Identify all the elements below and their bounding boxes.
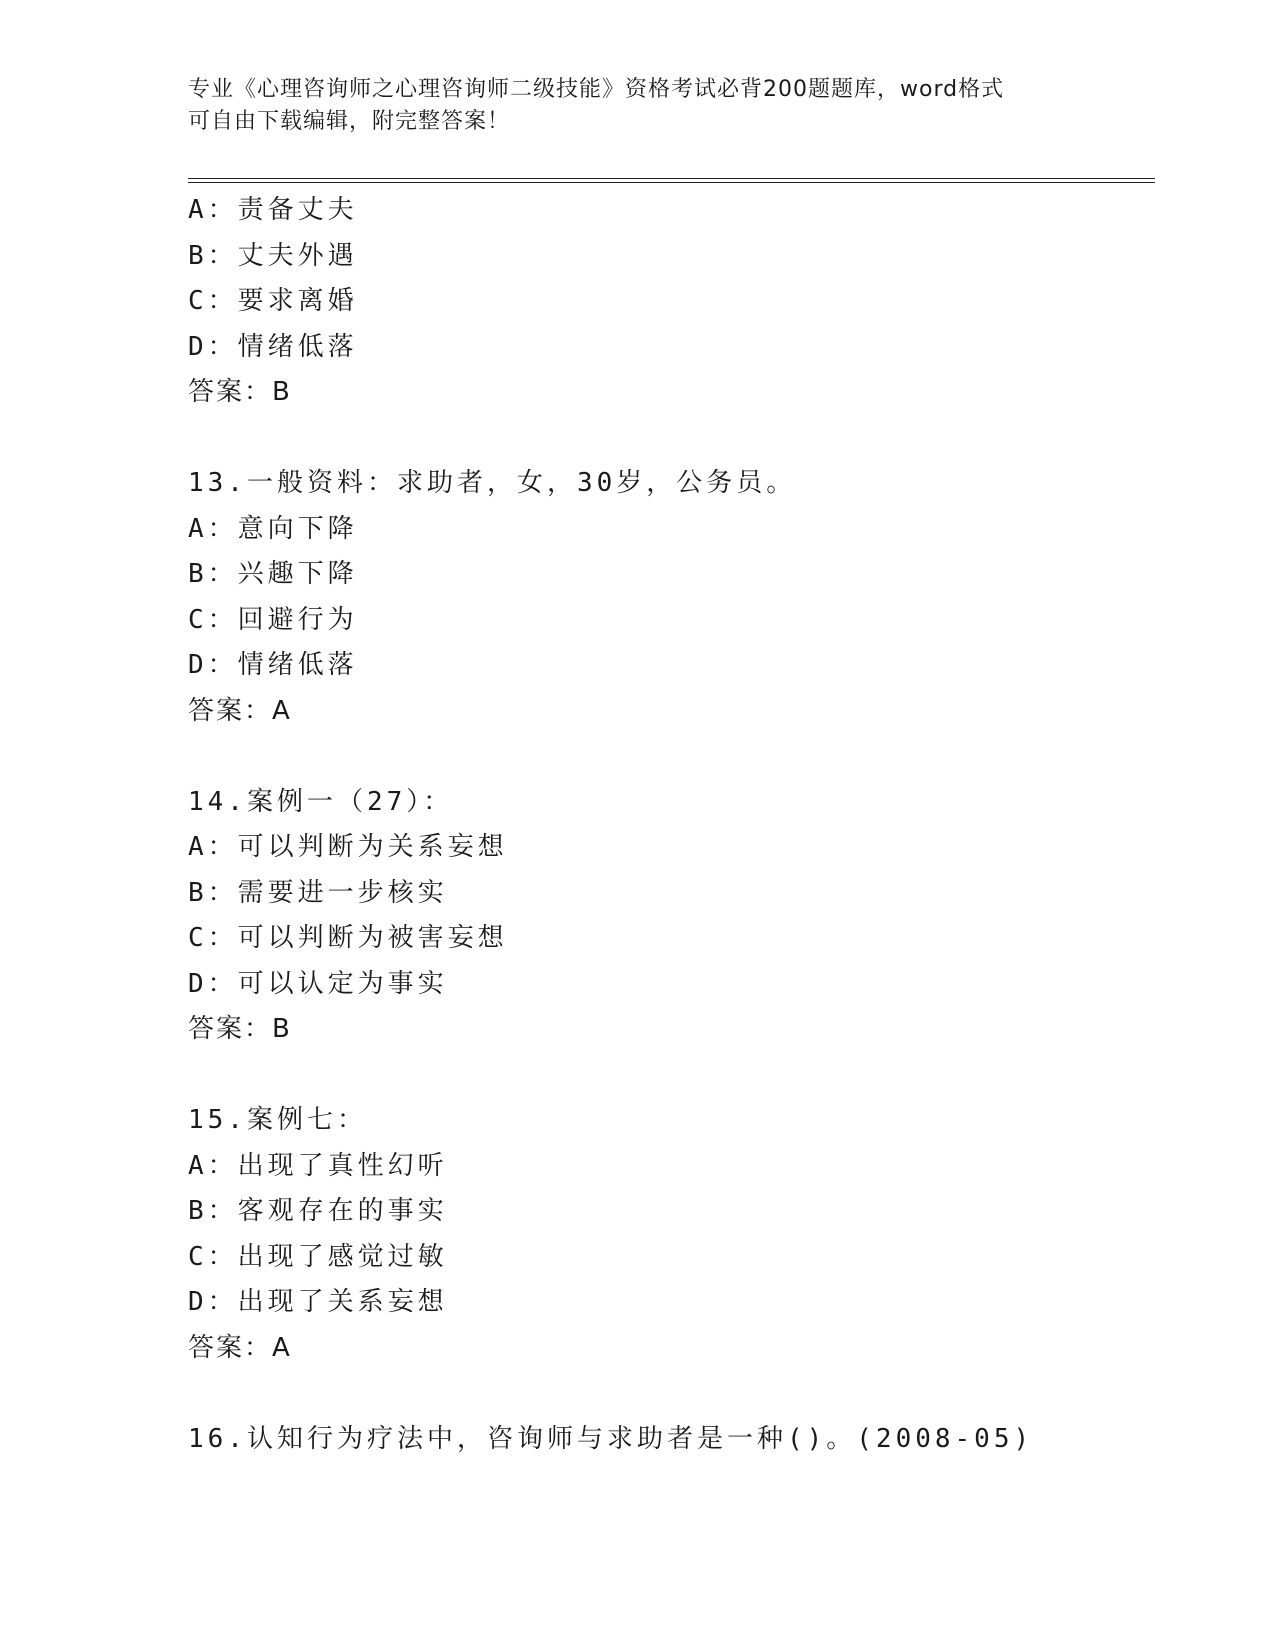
header-line-1: 专业《心理咨询师之心理咨询师二级技能》资格考试必背200题题库，word格式 [188,77,1005,102]
spacer [188,416,1155,462]
option-d: D：出现了关系妄想 [188,1287,448,1317]
option-a: A：出现了真性幻听 [188,1150,448,1181]
option-b: B：需要进一步核实 [188,877,448,908]
page-header [188,74,1088,138]
option-c: C：可以判断为被害妄想 [188,923,508,953]
question-list [188,188,1155,1462]
question-stem: 13.一般资料：求助者，女，30岁，公务员。 [188,468,797,498]
question-block [188,1417,1155,1463]
answer-line: 答案：A [188,695,292,726]
question-stem: 16.认知行为疗法中，咨询师与求助者是一种()。(2008-05) [188,1423,1034,1454]
option-b: B：丈夫外遇 [188,240,358,271]
answer-line: 答案：B [188,1014,292,1044]
question-block [188,461,1155,734]
spacer [188,734,1155,780]
option-b: B：客观存在的事实 [188,1196,448,1226]
spacer [188,1053,1155,1099]
spacer [188,1371,1155,1417]
option-b: B：兴趣下降 [188,559,358,589]
option-c: C：出现了感觉过敏 [188,1241,448,1272]
answer-line: 答案：A [188,1332,292,1363]
question-stem: 15.案例七： [188,1105,367,1135]
question-block [188,1098,1155,1371]
option-d: D：情绪低落 [188,331,358,362]
header-divider [188,178,1155,183]
option-a: A：可以判断为关系妄想 [188,832,508,862]
question-block [188,188,1155,416]
option-a: A：意向下降 [188,513,358,544]
question-stem: 14.案例一（27）： [188,786,454,817]
option-c: C：要求离婚 [188,286,358,316]
option-c: C：回避行为 [188,604,358,635]
option-d: D：情绪低落 [188,650,358,680]
question-block [188,780,1155,1053]
header-line-2: 可自由下载编辑，附完整答案！ [188,109,511,134]
answer-line: 答案：B [188,377,292,407]
option-a: A：责备丈夫 [188,195,358,225]
option-d: D：可以认定为事实 [188,968,448,999]
